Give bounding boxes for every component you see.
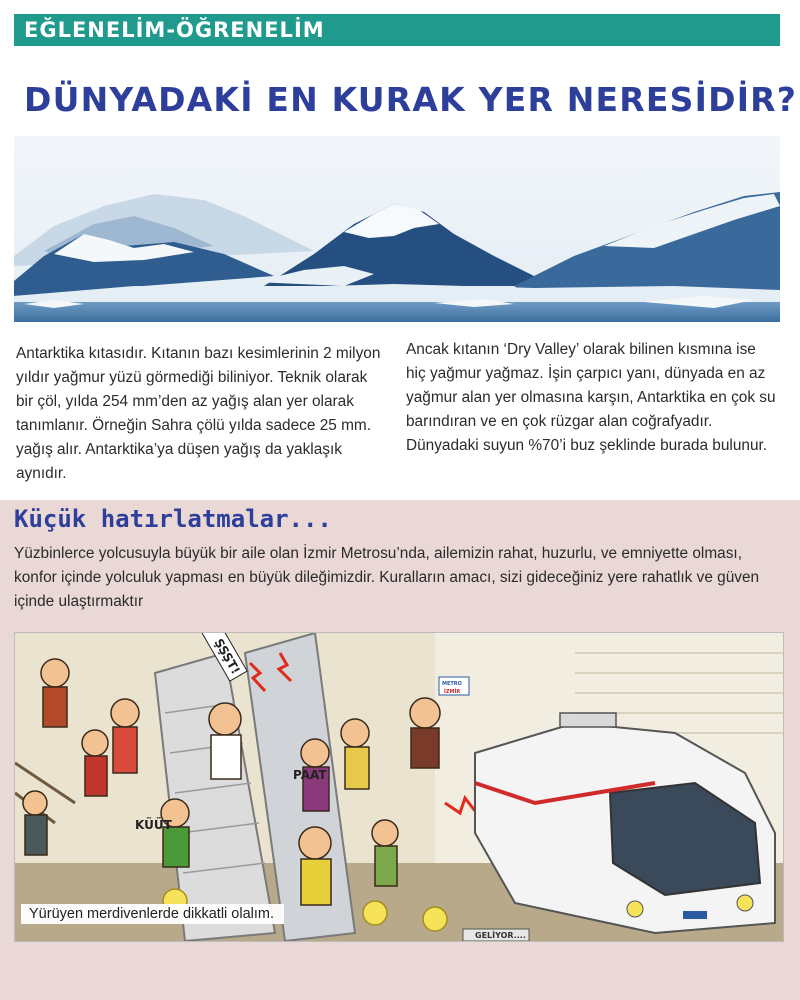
cartoon-caption: Yürüyen merdivenlerde dikkatli olalım. [21,904,284,924]
train-coming-text: GELİYOR.... [475,931,526,940]
article-right-column: Ancak kıtanın ‘Dry Valley’ olarak bilinen kısmına ise hiç yağmur yağmaz. İşin çarpıcı yanı, dünyada en az yağmur alan yer olmasına karşın, Antarktika en çok su barındıran ve en çok rüzgar alan coğrafyadır. Dünyadaki suyun %70’i buz şeklinde burada bulunur. [406,341,776,454]
metro-cartoon [14,632,784,942]
page-headline: DÜNYADAKİ EN KURAK YER NERESİDİR? [24,80,798,119]
metro-sign-top: METRO [442,681,462,687]
section-banner [14,14,780,46]
sfx-kuut: KÜÜT [135,818,172,832]
sfx-shh: ŞŞŞT! [211,636,243,677]
sfx-paat: PAAT [293,768,327,782]
metro-sign-bottom: İZMİR [444,689,461,695]
reminder-title: Küçük hatırlatmalar... [14,505,332,533]
reminder-body: Yüzbinlerce yolcusuyla büyük bir aile olan İzmir Metrosu’nda, ailemizin rahat, huzurlu, ve emniyette olması, konfor içinde yolculuk yapması en büyük dileğimizdir. Kuralların amacı, sizi gideceğiniz yere rahatlık ve güven içinde ulaştırmaktır [14,545,760,610]
antarctica-photo [14,136,780,322]
section-title: EĞLENELİM-ÖĞRENELİM [24,18,325,42]
article-left-column: Antarktika kıtasıdır. Kıtanın bazı kesimlerinin 2 milyon yıldır yağmur yüzü görmediği biliniyor. Teknik olarak bir çöl, yılda 254 mm’den az yağış alan yer olarak tanımlanır. Örneğin Sahra çölü yılda sadece 25 mm. yağış alır. Antarktika’ya düşen yağış da yaklaşık aynıdır. [16,345,381,482]
sea [14,302,780,322]
